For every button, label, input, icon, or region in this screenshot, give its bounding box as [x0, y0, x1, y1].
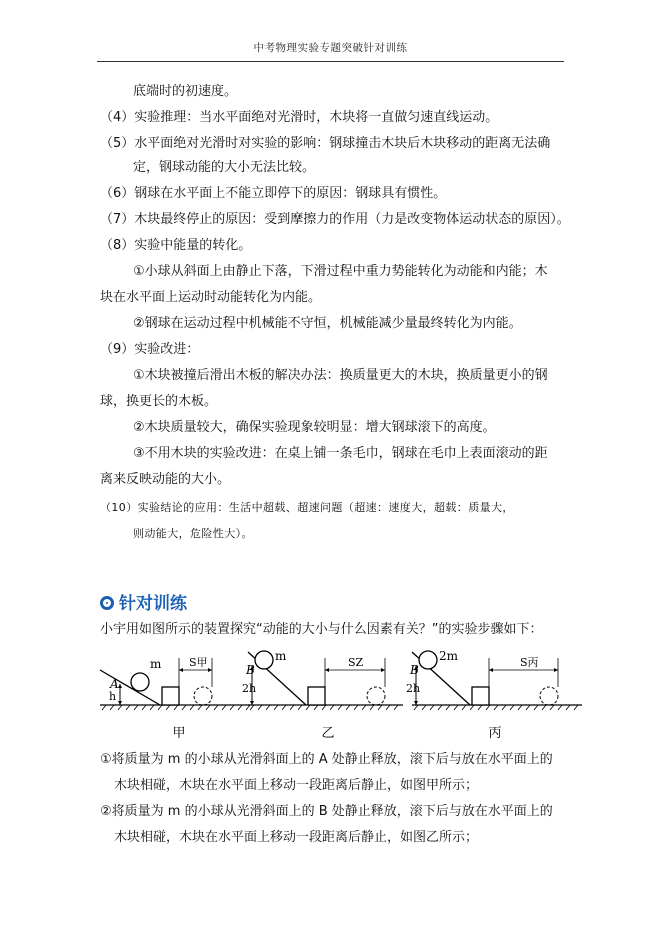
diagram-caption: 甲	[172, 726, 186, 741]
distance-label: S甲	[189, 656, 208, 669]
point-label: B	[410, 663, 419, 677]
text-line: 球，换更长的木板。	[100, 394, 218, 409]
intro-text: 小宇用如图所示的装置探究“动能的大小与什么因素有关？”的实验步骤如下：	[100, 622, 543, 637]
step-line: 木块相碰，木块在水平面上移动一段距离后静止，如图乙所示；	[114, 830, 479, 845]
diagram-jia	[100, 650, 250, 750]
text-line: ②木块质量较大，确保实验现象较明显：增大钢球滚下的高度。	[133, 420, 496, 435]
text-line: （9）实验改进：	[100, 342, 200, 357]
text-line: 块在水平面上运动时动能转化为内能。	[100, 290, 322, 305]
text-line: 则动能大，危险性大）。	[133, 527, 253, 540]
text-line: 离来反映动能的大小。	[100, 472, 231, 487]
text-line: ②钢球在运动过程中机械能不守恒，机械能减少量最终转化为内能。	[133, 316, 522, 331]
mass-label: 2m	[439, 649, 459, 663]
step-line: ①将质量为 m 的小球从光滑斜面上的 A 处静止释放，滚下后与放在水平面上的	[100, 752, 553, 767]
mass-label: m	[275, 649, 287, 663]
point-label: B	[246, 663, 255, 677]
step-line: ②将质量为 m 的小球从光滑斜面上的 B 处静止释放，滚下后与放在水平面上的	[100, 804, 553, 819]
text-line: （10）实验结论的应用：生活中超载、超速问题（超速：速度大，超载：质量大，	[100, 501, 514, 514]
point-label: A	[110, 677, 119, 691]
text-line: （7）木块最终停止的原因：受到摩擦力的作用（力是改变物体运动状态的原因）。	[100, 212, 570, 227]
distance-label: SZ	[348, 656, 364, 669]
height-label: h	[109, 690, 117, 703]
mass-label: m	[150, 657, 162, 671]
height-label: 2h	[242, 682, 257, 695]
text-line: （4）实验推理：当水平面绝对光滑时，木块将一直做匀速直线运动。	[100, 110, 499, 125]
diagram-caption: 丙	[488, 726, 502, 741]
section-title	[100, 589, 187, 614]
text-line: ③不用木块的实验改进：在桌上铺一条毛巾，钢球在毛巾上表面滚动的距	[133, 446, 548, 461]
text-line: 定，钢球动能的大小无法比较。	[133, 160, 316, 175]
text-line: ①木块被撞后滑出木板的解决办法：换质量更大的木块，换质量更小的钢	[133, 368, 548, 383]
text-line: ①小球从斜面上由静止下落，下滑过程中重力势能转化为动能和内能；木	[133, 264, 548, 279]
distance-label: S丙	[520, 656, 539, 669]
step-line: 木块相碰，木块在水平面上移动一段距离后静止，如图甲所示；	[114, 778, 479, 793]
text-line: 底端时的初速度。	[133, 84, 238, 99]
page-header: 中考物理实验专题突破针对训练	[253, 42, 408, 54]
text-line: （8）实验中能量的转化。	[100, 238, 252, 253]
header-divider	[97, 61, 564, 62]
diagram-yi	[242, 649, 403, 750]
text-line: （6）钢球在水平面上不能立即停下的原因：钢球具有惯性。	[100, 186, 447, 201]
height-label: 2h	[406, 682, 421, 695]
diagram-bing	[406, 649, 582, 750]
diagram-caption: 乙	[321, 726, 335, 741]
text-line: （5）水平面绝对光滑时对实验的影响：钢球撞击木块后木块移动的距离无法确	[100, 136, 551, 151]
section-title-text: 针对训练	[119, 594, 187, 614]
section-marker-icon	[100, 596, 114, 610]
